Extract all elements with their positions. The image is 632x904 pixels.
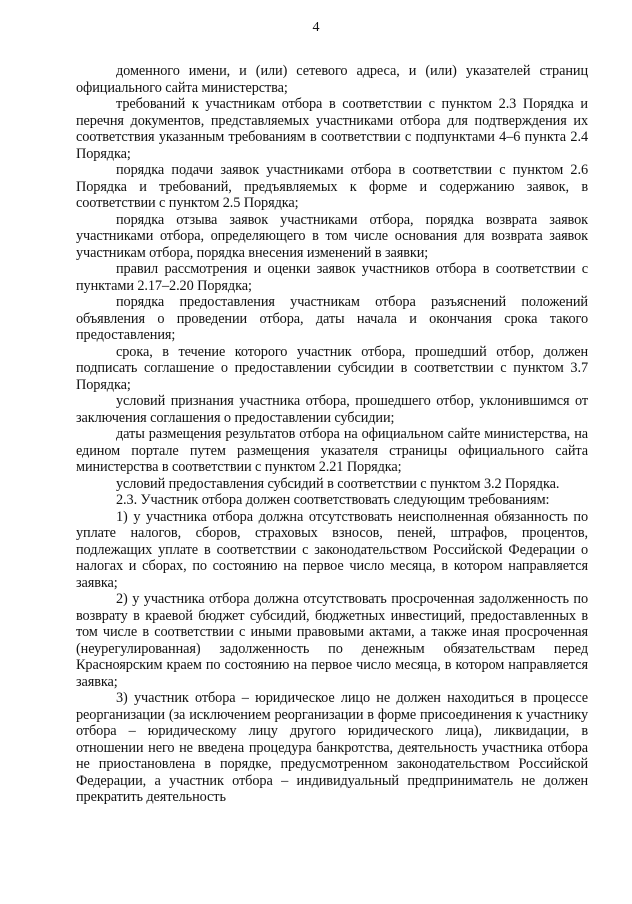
paragraph-requirement-1: 1) у участника отбора должна отсутствовать неисполненная обязанность по уплате налогов, сборов, страховых взносов, пеней, штрафов, процентов, подлежащих уплате в соответствии с законодательством Российской Федерации о налогах и сборах, по состоянию на первое число месяца, в котором направляется заявка; (76, 508, 588, 591)
paragraph-domain-name: доменного имени, и (или) сетевого адреса, и (или) указателей страниц официального сайта министерства; (76, 63, 588, 96)
document-body (76, 63, 588, 806)
paragraph-evasion-conditions: условий признания участника отбора, прошедшего отбор, уклонившимся от заключения соглашения о предоставлении субсидии; (76, 393, 588, 426)
paragraph-application-withdrawal: порядка отзыва заявок участниками отбора, порядка возврата заявок участниками отбора, определяющего в том числе основания для возврата заявок участникам отбора, порядка внесения изменений в заявки; (76, 211, 588, 261)
paragraph-application-procedure: порядка подачи заявок участниками отбора в соответствии с пунктом 2.6 Порядка и требований, предъявляемых к форме и содержанию заявок, в соответствии с пунктом 2.5 Порядка; (76, 162, 588, 211)
paragraph-review-rules: правил рассмотрения и оценки заявок участников отбора в соответствии с пунктами 2.17–2.20 Порядка; (76, 261, 588, 294)
paragraph-requirement-2: 2) у участника отбора должна отсутствовать просроченная задолженность по возврату в краевой бюджет субсидий, бюджетных инвестиций, предоставленных в том числе в соответствии с иными правовыми актами, а также иная просроченная (неурегулированная) задолженность по денежным обязательствам перед Красноярским краем по состоянию на первое число месяца, в котором направляется заявка; (76, 591, 588, 690)
page-number: 4 (312, 20, 320, 35)
paragraph-results-publication: даты размещения результатов отбора на официальном сайте министерства, на едином портале путем размещения указателя страницы официального сайта министерства в соответствии с пунктом 2.21 Порядка; (76, 426, 588, 475)
paragraph-requirement-3: 3) участник отбора – юридическое лицо не должен находиться в процессе реорганизации (за исключением реорганизации в форме присоединения к участнику отбора – юридическому лицу другого юридического лица), ликвидации, в отношении него не введена процедура банкротства, деятельность участника отбора не приостановлена в порядке, предусмотренном законодательством Российской Федерации, а участник отбора – индивидуальный предприниматель не должен прекратить деятельность (76, 690, 588, 805)
paragraph-clarifications: порядка предоставления участникам отбора разъяснений положений объявления о проведении отбора, даты начала и окончания срока такого предоставления; (76, 294, 588, 343)
paragraph-signing-deadline: срока, в течение которого участник отбора, прошедший отбор, должен подписать соглашение о предоставлении субсидии в соответствии с пунктом 3.7 Порядка; (76, 343, 588, 393)
paragraph-participant-requirements: требований к участникам отбора в соответствии с пунктом 2.3 Порядка и перечня документов, представляемых участниками отбора для подтверждения их соответствия указанным требованиям в соответствии с подпунктами 4–6 пункта 2.4 Порядка; (76, 96, 588, 162)
paragraph-section-2-3: 2.3. Участник отбора должен соответствовать следующим требованиям: (116, 492, 550, 508)
paragraph-subsidy-conditions: условий предоставления субсидий в соответствии с пунктом 3.2 Порядка. (116, 475, 560, 492)
